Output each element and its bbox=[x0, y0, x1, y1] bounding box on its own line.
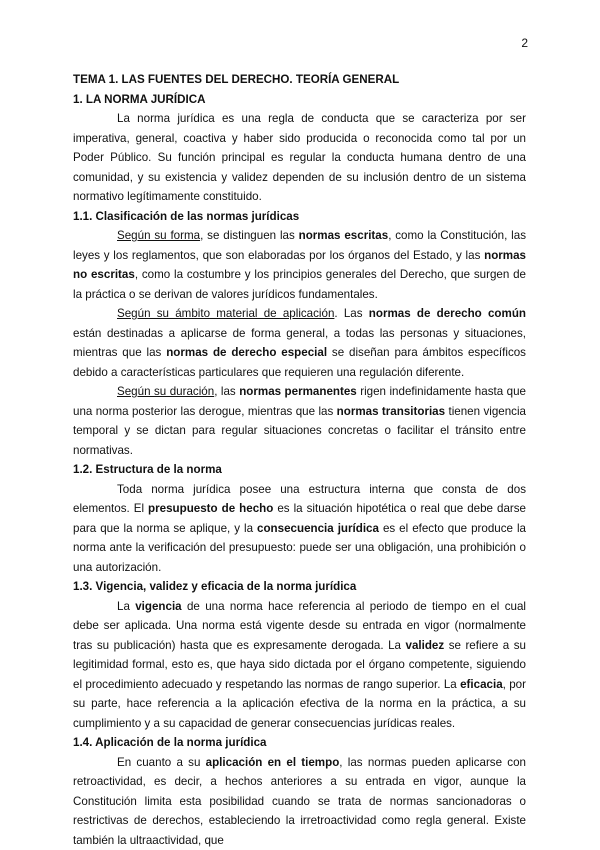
bold-term: presupuesto de hecho bbox=[148, 502, 273, 515]
paragraph bbox=[73, 382, 526, 460]
paragraph bbox=[73, 480, 526, 578]
text-run: . Las bbox=[334, 307, 368, 320]
bold-term: normas transitorias bbox=[337, 405, 445, 418]
bold-term: normas no escritas bbox=[73, 249, 526, 282]
section-heading: 1.1. Clasificación de las normas jurídicas bbox=[73, 207, 526, 227]
bold-term: normas de derecho común bbox=[369, 307, 526, 320]
document-title: TEMA 1. LAS FUENTES DEL DERECHO. TEORÍA GENERAL bbox=[73, 70, 526, 90]
text-run: , las bbox=[214, 385, 239, 398]
bold-term: aplicación en el tiempo bbox=[206, 756, 340, 769]
text-run: , por su parte, hace referencia a la aplicación efectiva de la norma en la práctica, a su cumplimiento y a su capacidad de generar consecuencias jurídicas reales. bbox=[73, 678, 526, 730]
bold-term: normas permanentes bbox=[239, 385, 357, 398]
bold-term: normas de derecho especial bbox=[166, 346, 327, 359]
paragraph bbox=[73, 753, 526, 850]
page-number: 2 bbox=[521, 36, 528, 50]
bold-term: eficacia bbox=[460, 678, 503, 691]
section-heading: 1.2. Estructura de la norma bbox=[73, 460, 526, 480]
section-heading: 1.3. Vigencia, validez y eficacia de la norma jurídica bbox=[73, 577, 526, 597]
text-run: , las normas pueden aplicarse con retroactividad, es decir, a hechos anteriores a su entrada en vigor, aunque la Constitución limita esta posibilidad cuando se trata de normas sancionadoras o restrictivas de derechos, estableciendo la irretroactividad como regla general. Existe también la ultraactividad, que bbox=[73, 756, 526, 847]
paragraph bbox=[73, 226, 526, 304]
section-heading: 1.4. Aplicación de la norma jurídica bbox=[73, 733, 526, 753]
bold-term: validez bbox=[406, 639, 445, 652]
text-run: se diseñan para ámbitos específicos debido a características particulares que requieren una regulación diferente. bbox=[73, 346, 526, 379]
text-run: se refiere a su legitimidad formal, esto es, que haya sido dictada por el órgano competente, siguiendo el procedimiento adecuado y respetando las normas de rango superior. La bbox=[73, 639, 526, 691]
text-run: es el efecto que produce la norma ante la verificación del presupuesto: puede ser una obligación, una prohibición o una autorización. bbox=[73, 522, 526, 574]
text-run: rigen indefinidamente hasta que una norma posterior las derogue, mientras que las bbox=[73, 385, 526, 418]
paragraph bbox=[73, 597, 526, 734]
text-run: , como la costumbre y los principios generales del Derecho, que surgen de la práctica o se derivan de valores jurídicos fundamentales. bbox=[73, 268, 526, 301]
underlined-text: Según su duración bbox=[117, 385, 214, 398]
text-run: , se distinguen las bbox=[200, 229, 299, 242]
document-body bbox=[73, 70, 526, 850]
text-run: es la situación hipotética o real que debe darse para que la norma se aplique, y la bbox=[73, 502, 526, 535]
text-run: Toda norma jurídica posee una estructura interna que consta de dos elementos. El bbox=[73, 483, 526, 516]
text-run: La bbox=[117, 600, 135, 613]
bold-term: normas escritas bbox=[299, 229, 389, 242]
underlined-text: Según su forma bbox=[117, 229, 200, 242]
paragraph: La norma jurídica es una regla de conducta que se caracteriza por ser imperativa, general, coactiva y haber sido producida o reconocida como tal por un Poder Público. Su función principal es regular la conducta humana dentro de una comunidad, y su existencia y validez dependen de su inclusión dentro de un sistema normativo legítimamente constituido. bbox=[73, 109, 526, 207]
text-run: están destinadas a aplicarse de forma general, a todas las personas y situaciones, mientras que las bbox=[73, 327, 526, 360]
text-run: tienen vigencia temporal y se dictan para regular situaciones concretas o facilitar el tránsito entre normativas. bbox=[73, 405, 526, 457]
section-heading: 1. LA NORMA JURÍDICA bbox=[73, 90, 526, 110]
text-run: , como la Constitución, las leyes y los reglamentos, que son elaboradas por los órganos del Estado, y las bbox=[73, 229, 526, 262]
bold-term: vigencia bbox=[135, 600, 181, 613]
paragraph bbox=[73, 304, 526, 382]
underlined-text: Según su ámbito material de aplicación bbox=[117, 307, 334, 320]
text-run: En cuanto a su bbox=[117, 756, 206, 769]
text-run: de una norma hace referencia al periodo de tiempo en el cual debe ser aplicada. Una norma está vigente desde su entrada en vigor (normalmente tras su publicación) hasta que es expresamente derogada. La bbox=[73, 600, 526, 652]
bold-term: consecuencia jurídica bbox=[257, 522, 379, 535]
